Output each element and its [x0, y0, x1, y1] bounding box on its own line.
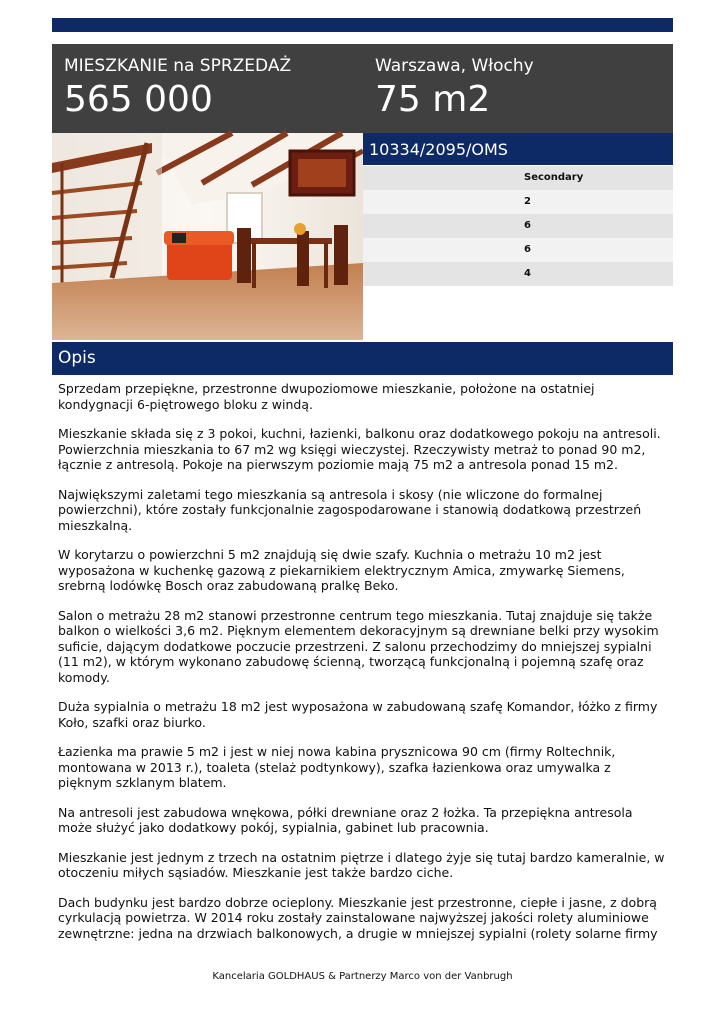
- property-type-label: MIESZKANIE na SPRZEDAŻ: [64, 56, 292, 76]
- footer-agency: Kancelaria GOLDHAUS & Partnerzy Marco von der Vanbrugh: [212, 971, 513, 982]
- description-heading: Opis: [52, 342, 673, 375]
- detail-row-rooms: 2: [363, 190, 673, 214]
- area-value: 75 m2: [375, 79, 491, 120]
- top-accent-bar: [52, 18, 673, 32]
- description-paragraph: W korytarzu o powierzchni 5 m2 znajdują się dwie szafy. Kuchnia o metrażu 10 m2 jest wyposażona w kuchenkę gazową z piekarnikiem elektrycznym Amica, zmywarkę Siemens, srebrną lodówkę Bosch oraz zabudowaną pralkę Beko.: [58, 547, 625, 593]
- location-label: Warszawa, Włochy: [375, 56, 534, 76]
- description-paragraph: Salon o metrażu 28 m2 stanowi przestronne centrum tego mieszkania. Tutaj znajduje się także balkon o wielkości 3,6 m2. Pięknym elementem dekoracyjnym są drewniane belki przy wysokim suficie, dającym dodatkowe poczucie przestrzeni. Z salonu przechodzimy do mniejszej sypialni (11 m2), w którym wykonano zabudowę ścienną, tworzącą funkcjonalną i pojemną szafę oraz komody.: [58, 607, 659, 685]
- header-left: [64, 56, 291, 120]
- description-paragraph: Łazienka ma prawie 5 m2 i jest w niej nowa kabina prysznicowa 90 cm (firmy Roltechnik, montowana w 2013 r.), toaleta (stelaż podtynkowy), szafka łazienkowa oraz umywalka z pięknym szklanym blatem.: [58, 744, 616, 790]
- header-right: [375, 56, 534, 120]
- living-room-image: [52, 133, 363, 340]
- price-value: 565 000: [64, 79, 213, 120]
- details-table: [363, 166, 673, 286]
- detail-row-floor: 6: [363, 214, 673, 238]
- description-body: [58, 381, 668, 941]
- description-paragraph: Mieszkanie składa się z 3 pokoi, kuchni, łazienki, balkonu oraz dodatkowego pokoju na antresoli. Powierzchnia mieszkania to 67 m2 wg księgi wieczystej. Rzeczywisty metraż to ponad 90 m2, łącznie z antresolą. Pokoje na pierwszym poziomie mają 75 m2 a antresola ponad 15 m2.: [58, 426, 661, 472]
- listing-header: [52, 44, 673, 133]
- detail-row-extra: 4: [363, 262, 673, 286]
- description-paragraph: Duża sypialnia o metrażu 18 m2 jest wyposażona w zabudowaną szafę Komandor, łóżko z firmy Koło, szafki oraz biurko.: [58, 699, 658, 730]
- description-paragraph: Mieszkanie jest jednym z trzech na ostatnim piętrze i dlatego żyje się tutaj bardzo kameralnie, w otoczeniu miłych sąsiadów. Mieszkanie jest także bardzo ciche.: [58, 849, 665, 880]
- description-paragraph: Sprzedam przepiękne, przestronne dwupoziomowe mieszkanie, położone na ostatniej kondygnacji 6-piętrowego bloku z windą.: [58, 381, 595, 412]
- description-paragraph: Dach budynku jest bardzo dobrze ocieplony. Mieszkanie jest przestronne, ciepłe i jasne, z dobrą cyrkulacją powietrza. W 2014 roku zostały zainstalowane najwyższej jakości rolety aluminiowe zewnętrzne: jedna na drzwiach balkonowych, a drugie w mniejszej sypialni (rolety solarne firmy: [58, 894, 658, 941]
- description-paragraph: Największymi zaletami tego mieszkania są antresola i skosy (nie wliczone do formalnej powierzchni), które zostały funkcjonalnie zagospodarowane i stanowią dodatkową przestrzeń mieszkalną.: [58, 486, 642, 533]
- detail-row-floors-total: 6: [363, 238, 673, 262]
- detail-row-market: Secondary: [363, 166, 673, 190]
- property-photo: [52, 133, 363, 340]
- reference-number: 10334/2095/OMS: [363, 133, 673, 165]
- description-paragraph: Na antresoli jest zabudowa wnękowa, półki drewniane oraz 2 łożka. Ta przepiękna antresola może służyć jako dodatkowy pokój, sypialnia, gabinet lub pracownia.: [58, 804, 633, 835]
